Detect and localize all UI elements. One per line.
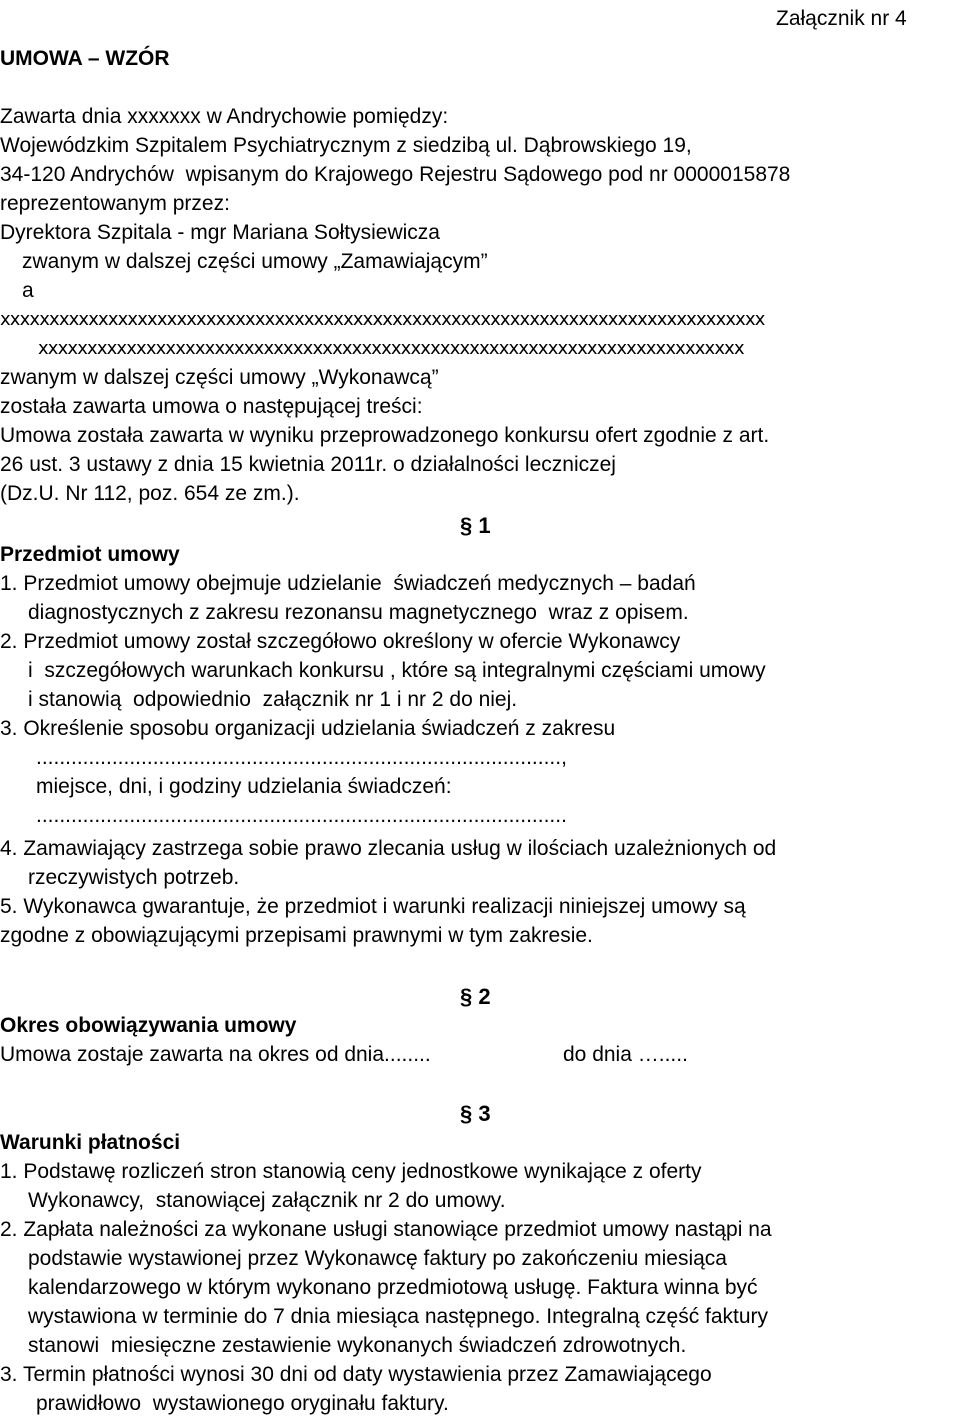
- intro-line: Wojewódzkim Szpitalem Psychiatrycznym z siedzibą ul. Dąbrowskiego 19,: [0, 134, 692, 157]
- intro-line: 34-120 Andrychów wpisanym do Krajowego Rejestru Sądowego pod nr 0000015878: [0, 163, 791, 186]
- paragraph-line: 3. Określenie sposobu organizacji udzielania świadczeń z zakresu: [0, 717, 616, 740]
- paragraph-line: stanowi miesięczne zestawienie wykonanych świadczeń zdrowotnych.: [28, 1334, 687, 1357]
- paragraph-line: 2. Zapłata należności za wykonane usługi stanowiące przedmiot umowy nastąpi na: [0, 1218, 772, 1241]
- paragraph-line: podstawie wystawionej przez Wykonawcę faktury po zakończeniu miesiąca: [28, 1247, 727, 1270]
- paragraph-line: prawidłowo wystawionego oryginału faktury.: [36, 1392, 449, 1415]
- intro-line: (Dz.U. Nr 112, poz. 654 ze zm.).: [0, 482, 300, 505]
- intro-line: reprezentowanym przez:: [0, 192, 230, 215]
- paragraph-line: wystawiona w terminie do 7 dnia miesiąca następnego. Integralną część faktury: [28, 1305, 769, 1328]
- intro-line: została zawarta umowa o następującej treści:: [0, 395, 423, 418]
- attachment-label: Załącznik nr 4: [776, 7, 907, 30]
- paragraph-line: ...........................................................................................: [36, 804, 567, 827]
- section-mark-1: § 1: [460, 513, 491, 538]
- section-heading: Przedmiot umowy: [0, 543, 180, 566]
- paragraph-line: ..........................................................................................,: [36, 746, 567, 769]
- paragraph-line: Wykonawcy, stanowiącej załącznik nr 2 do umowy.: [28, 1189, 506, 1212]
- paragraph-line: kalendarzowego w którym wykonano przedmiotową usługę. Faktura winna być: [28, 1276, 758, 1299]
- intro-line: zwanym w dalszej części umowy „Wykonawcą”: [0, 366, 439, 389]
- intro-line: zwanym w dalszej części umowy „Zamawiającym”: [22, 250, 488, 273]
- period-to: do dnia ….....: [563, 1043, 688, 1066]
- paragraph-line: rzeczywistych potrzeb.: [28, 866, 240, 889]
- paragraph-line: 3. Termin płatności wynosi 30 dni od daty wystawienia przez Zamawiającego: [0, 1363, 712, 1386]
- paragraph-line: 1. Przedmiot umowy obejmuje udzielanie świadczeń medycznych – badań: [0, 572, 696, 595]
- paragraph-line: diagnostycznych z zakresu rezonansu magnetycznego wraz z opisem.: [28, 601, 689, 624]
- contractor-placeholder: xxxxxxxxxxxxxxxxxxxxxxxxxxxxxxxxxxxxxxxxxxxxxxxxxxxxxxxxxxxxxxxxxxxxxxxx: [38, 338, 744, 359]
- paragraph-line: i stanowią odpowiednio załącznik nr 1 i nr 2 do niej.: [28, 688, 518, 711]
- paragraph-line: 4. Zamawiający zastrzega sobie prawo zlecania usług w ilościach uzależnionych od: [0, 837, 777, 860]
- paragraph-line: 1. Podstawę rozliczeń stron stanowią ceny jednostkowe wynikające z oferty: [0, 1160, 702, 1183]
- paragraph-line: miejsce, dni, i godziny udzielania świadczeń:: [36, 775, 452, 798]
- section-heading: Okres obowiązywania umowy: [0, 1014, 297, 1037]
- section-heading: Warunki płatności: [0, 1131, 181, 1154]
- paragraph-line: 5. Wykonawca gwarantuje, że przedmiot i warunki realizacji niniejszej umowy są: [0, 895, 746, 918]
- paragraph-line: i szczegółowych warunkach konkursu , które są integralnymi częściami umowy: [28, 659, 766, 682]
- paragraph-line: zgodne z obowiązującymi przepisami prawnymi w tym zakresie.: [0, 924, 593, 947]
- section-mark-3: § 3: [460, 1101, 491, 1126]
- document-title: UMOWA – WZÓR: [0, 47, 170, 70]
- intro-line: Zawarta dnia xxxxxxx w Andrychowie pomiędzy:: [0, 105, 449, 128]
- intro-line: Dyrektora Szpitala - mgr Mariana Sołtysiewicza: [0, 221, 440, 244]
- period-from: Umowa zostaje zawarta na okres od dnia........: [0, 1043, 431, 1066]
- intro-line: 26 ust. 3 ustawy z dnia 15 kwietnia 2011r. o działalności leczniczej: [0, 453, 616, 476]
- intro-line: Umowa została zawarta w wyniku przeprowadzonego konkursu ofert zgodnie z art.: [0, 424, 770, 447]
- paragraph-line: 2. Przedmiot umowy został szczegółowo określony w ofercie Wykonawcy: [0, 630, 681, 653]
- section-mark-2: § 2: [460, 984, 491, 1009]
- intro-line: a: [22, 279, 34, 302]
- contractor-placeholder: xxxxxxxxxxxxxxxxxxxxxxxxxxxxxxxxxxxxxxxxxxxxxxxxxxxxxxxxxxxxxxxxxxxxxxxxxxxxxx: [0, 309, 765, 330]
